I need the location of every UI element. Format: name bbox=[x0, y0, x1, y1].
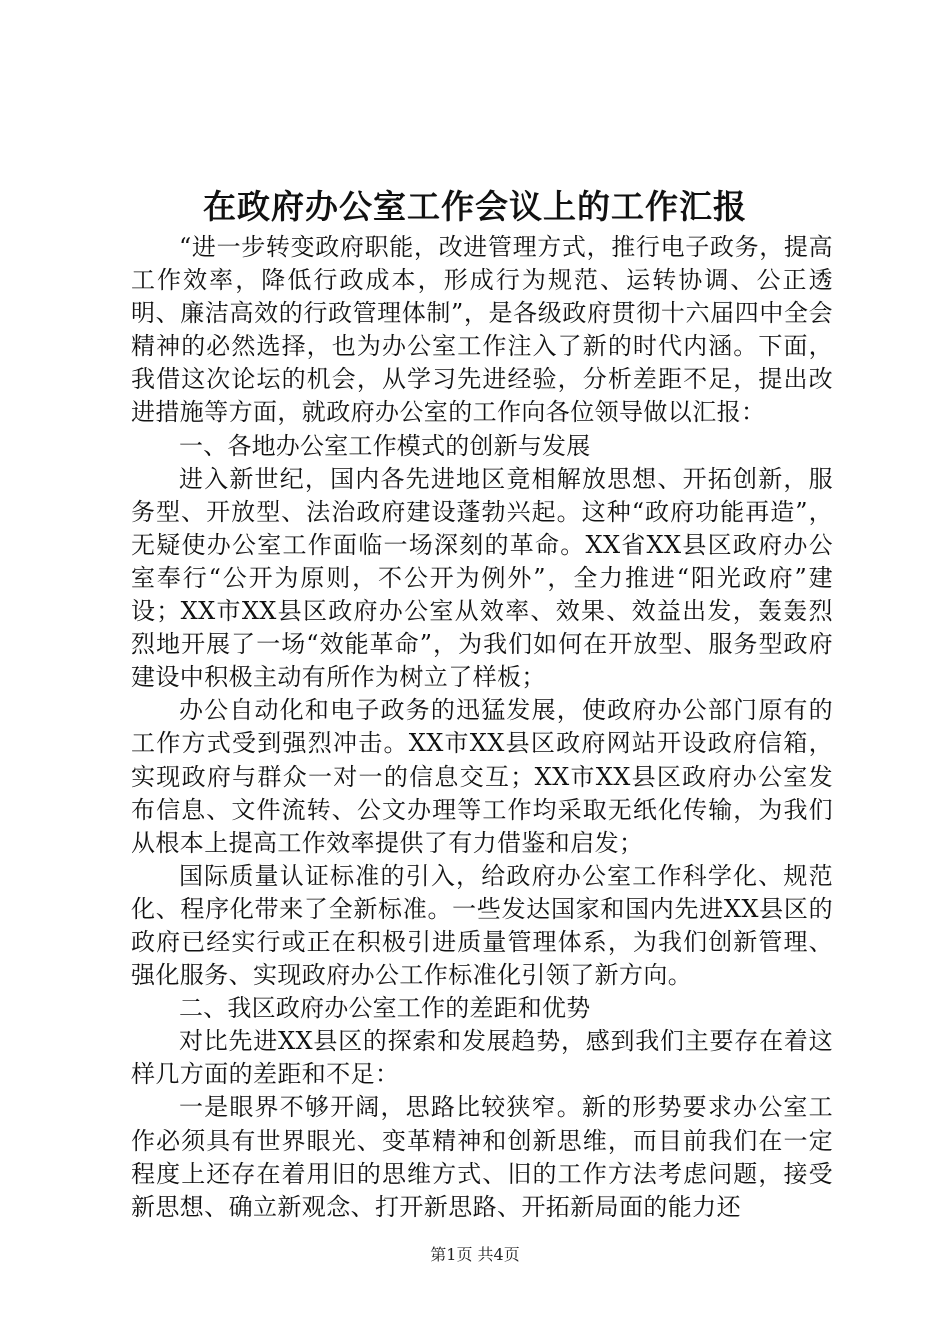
intro-paragraph: “进一步转变政府职能，改进管理方式，推行电子政务，提高工作效率，降低行政成本，形成行为规范、运转协调、公正透明、廉洁高效的行政管理体制”，是各级政府贯彻十六届四中全会精神的必然选择，也为办公室工作注入了新的时代内涵。下面，我借这次论坛的机会，从学习先进经验，分析差距不足，提出改进措施等方面，就政府办公室的工作向各位领导做以汇报： bbox=[131, 233, 833, 427]
document-body bbox=[131, 231, 833, 1224]
body-paragraph: 对比先进XX县区的探索和发展趋势，感到我们主要存在着这样几方面的差距和不足： bbox=[131, 1027, 833, 1089]
body-paragraph: 进入新世纪，国内各先进地区竟相解放思想、开拓创新，服务型、开放型、法治政府建设蓬勃兴起。这种“政府功能再造”，无疑使办公室工作面临一场深刻的革命。XX省XX县区政府办公室奉行“公开为原则，不公开为例外”，全力推进“阳光政府”建设；XX市XX县区政府办公室从效率、效果、效益出发，轰轰烈烈地开展了一场“效能革命”，为我们如何在开放型、服务型政府建设中积极主动有所作为树立了样板； bbox=[131, 464, 833, 692]
section-heading-1: 一、各地办公室工作模式的创新与发展 bbox=[179, 431, 591, 460]
body-paragraph: 一是眼界不够开阔，思路比较狭窄。新的形势要求办公室工作必须具有世界眼光、变革精神和创新思维，而目前我们在一定程度上还存在着用旧的思维方式、旧的工作方法考虑问题，接受新思想、确立新观念、打开新思路、开拓新局面的能力还 bbox=[131, 1093, 833, 1221]
document-title: 在政府办公室工作会议上的工作汇报 bbox=[203, 187, 747, 226]
section-heading-2: 二、我区政府办公室工作的差距和优势 bbox=[179, 994, 591, 1023]
page-number: 第1页 共4页 bbox=[430, 1245, 520, 1264]
body-paragraph: 国际质量认证标准的引入，给政府办公室工作科学化、规范化、程序化带来了全新标准。一些发达国家和国内先进XX县区的政府已经实行或正在积极引进质量管理体系，为我们创新管理、强化服务、实现政府办公工作标准化引领了新方向。 bbox=[131, 861, 833, 990]
body-paragraph: 办公自动化和电子政务的迅猛发展，使政府办公部门原有的工作方式受到强烈冲击。XX市XX县区政府网站开设政府信箱，实现政府与群众一对一的信息交互；XX市XX县区政府办公室发布信息、文件流转、公文办理等工作均采取无纸化传输，为我们从根本上提高工作效率提供了有力借鉴和启发； bbox=[131, 696, 833, 857]
